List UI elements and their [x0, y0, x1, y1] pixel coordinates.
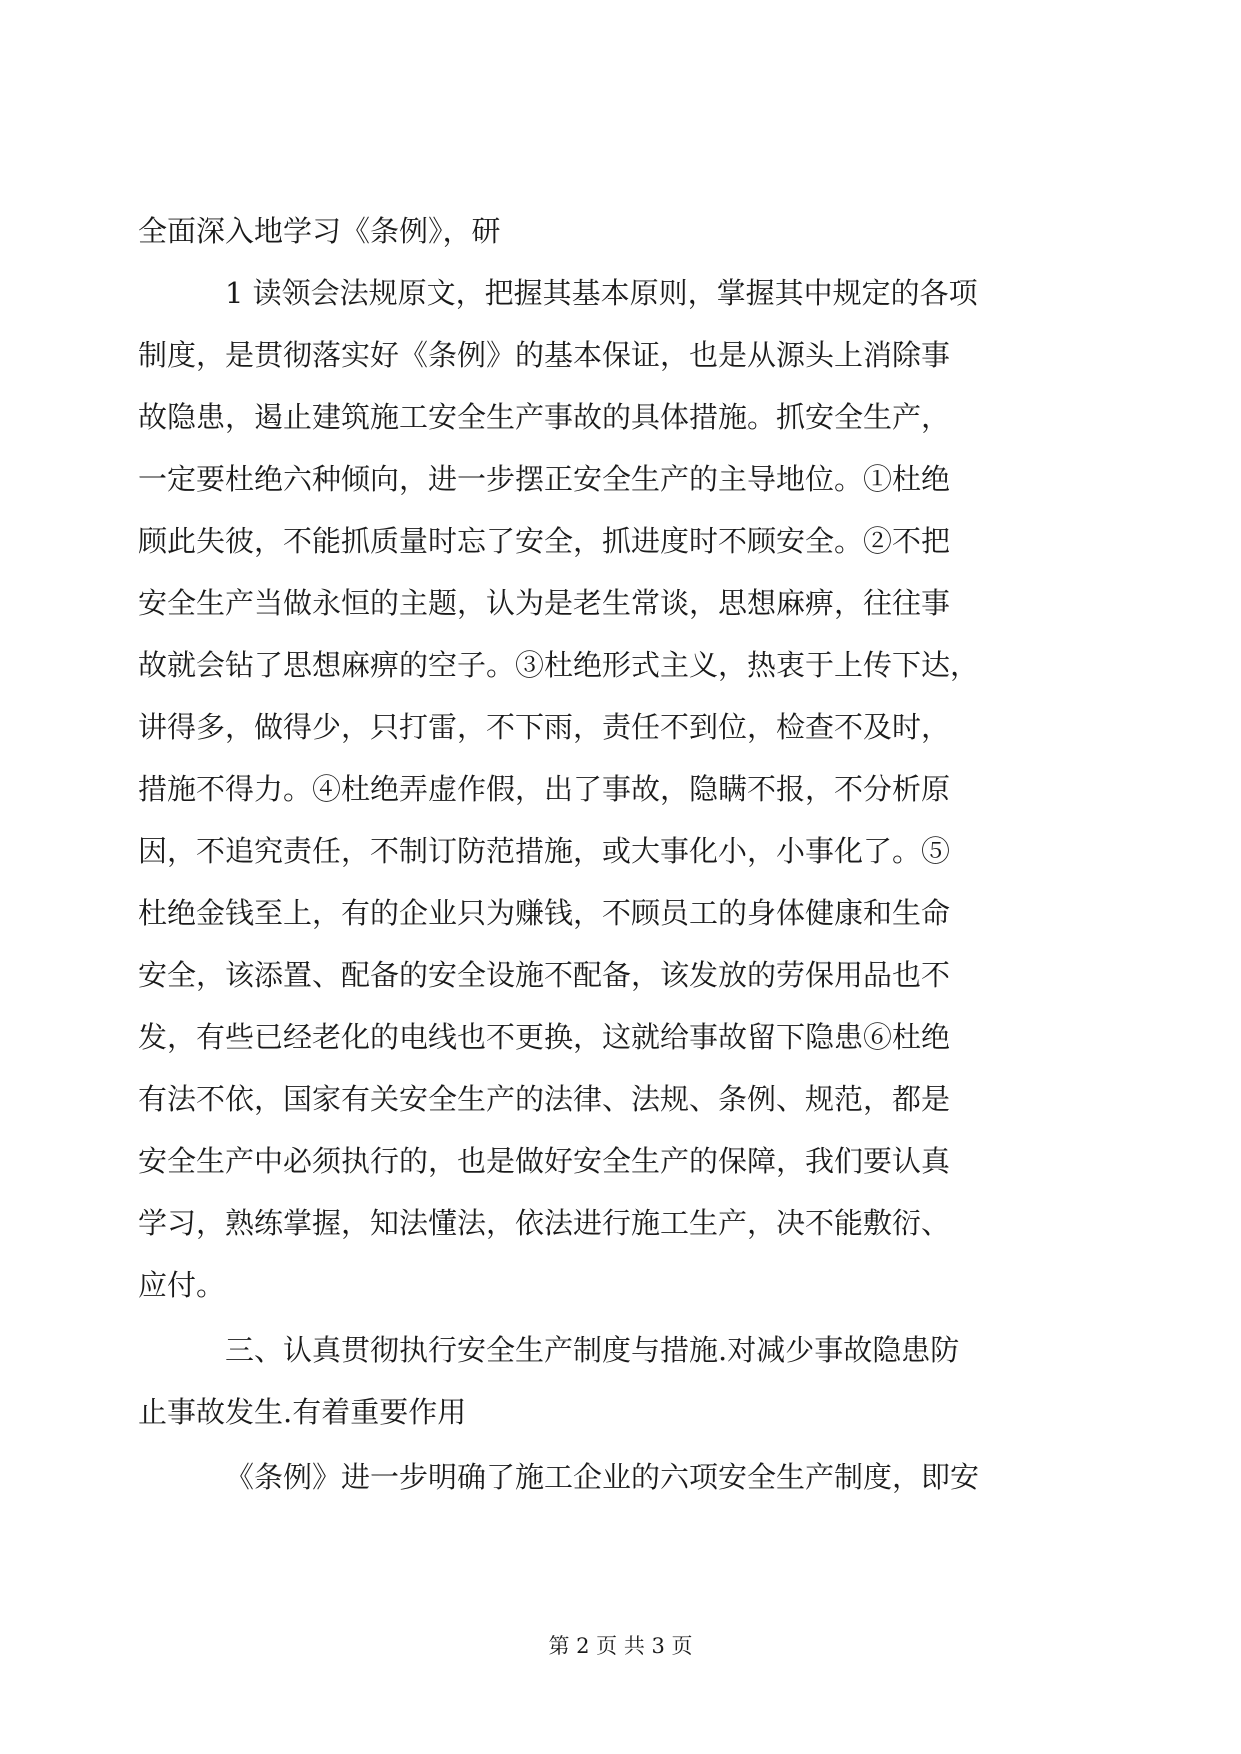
- body-text-line: 措施不得力。④杜绝弄虚作假，出了事故，隐瞒不报，不分析原: [138, 772, 951, 806]
- page-number-footer: 第 2 页 共 3 页: [548, 1634, 693, 1658]
- body-text-line: 故隐患，遏止建筑施工安全生产事故的具体措施。抓安全生产，: [138, 400, 951, 434]
- body-text-line: 因，不追究责任，不制订防范措施，或大事化小，小事化了。⑤: [138, 834, 951, 868]
- body-text-line: 讲得多，做得少，只打雷，不下雨，责任不到位，检查不及时，: [138, 710, 951, 744]
- body-text-line: 杜绝金钱至上，有的企业只为赚钱，不顾员工的身体健康和生命: [138, 896, 951, 930]
- body-text-line: 有法不依，国家有关安全生产的法律、法规、条例、规范，都是: [138, 1082, 951, 1116]
- body-text-line: 顾此失彼，不能抓质量时忘了安全，抓进度时不顾安全。②不把: [138, 524, 951, 558]
- body-text-line: 安全生产中必须执行的，也是做好安全生产的保障，我们要认真: [138, 1144, 951, 1178]
- section-heading-line: 三、认真贯彻执行安全生产制度与措施.对减少事故隐患防: [225, 1333, 960, 1367]
- section-heading-line: 止事故发生.有着重要作用: [138, 1395, 467, 1429]
- body-text-line: 学习，熟练掌握，知法懂法，依法进行施工生产，决不能敷衍、: [138, 1206, 951, 1240]
- body-text-line: 《条例》进一步明确了施工企业的六项安全生产制度，即安: [225, 1460, 980, 1494]
- body-text-line: 制度，是贯彻落实好《条例》的基本保证，也是从源头上消除事: [138, 338, 951, 372]
- body-text-line: 1 读领会法规原文，把握其基本原则，掌握其中规定的各项: [225, 276, 978, 310]
- body-text-line: 应付。: [138, 1268, 226, 1302]
- body-text-line: 安全，该添置、配备的安全设施不配备，该发放的劳保用品也不: [138, 958, 951, 992]
- body-text-line: 安全生产当做永恒的主题，认为是老生常谈，思想麻痹，往往事: [138, 586, 951, 620]
- body-text-line: 全面深入地学习《条例》，研: [138, 214, 501, 248]
- body-text-line: 一定要杜绝六种倾向，进一步摆正安全生产的主导地位。①杜绝: [138, 462, 951, 496]
- body-text-line: 故就会钻了思想麻痹的空子。③杜绝形式主义，热衷于上传下达，: [138, 648, 980, 682]
- body-text-line: 发，有些已经老化的电线也不更换，这就给事故留下隐患⑥杜绝: [138, 1020, 951, 1054]
